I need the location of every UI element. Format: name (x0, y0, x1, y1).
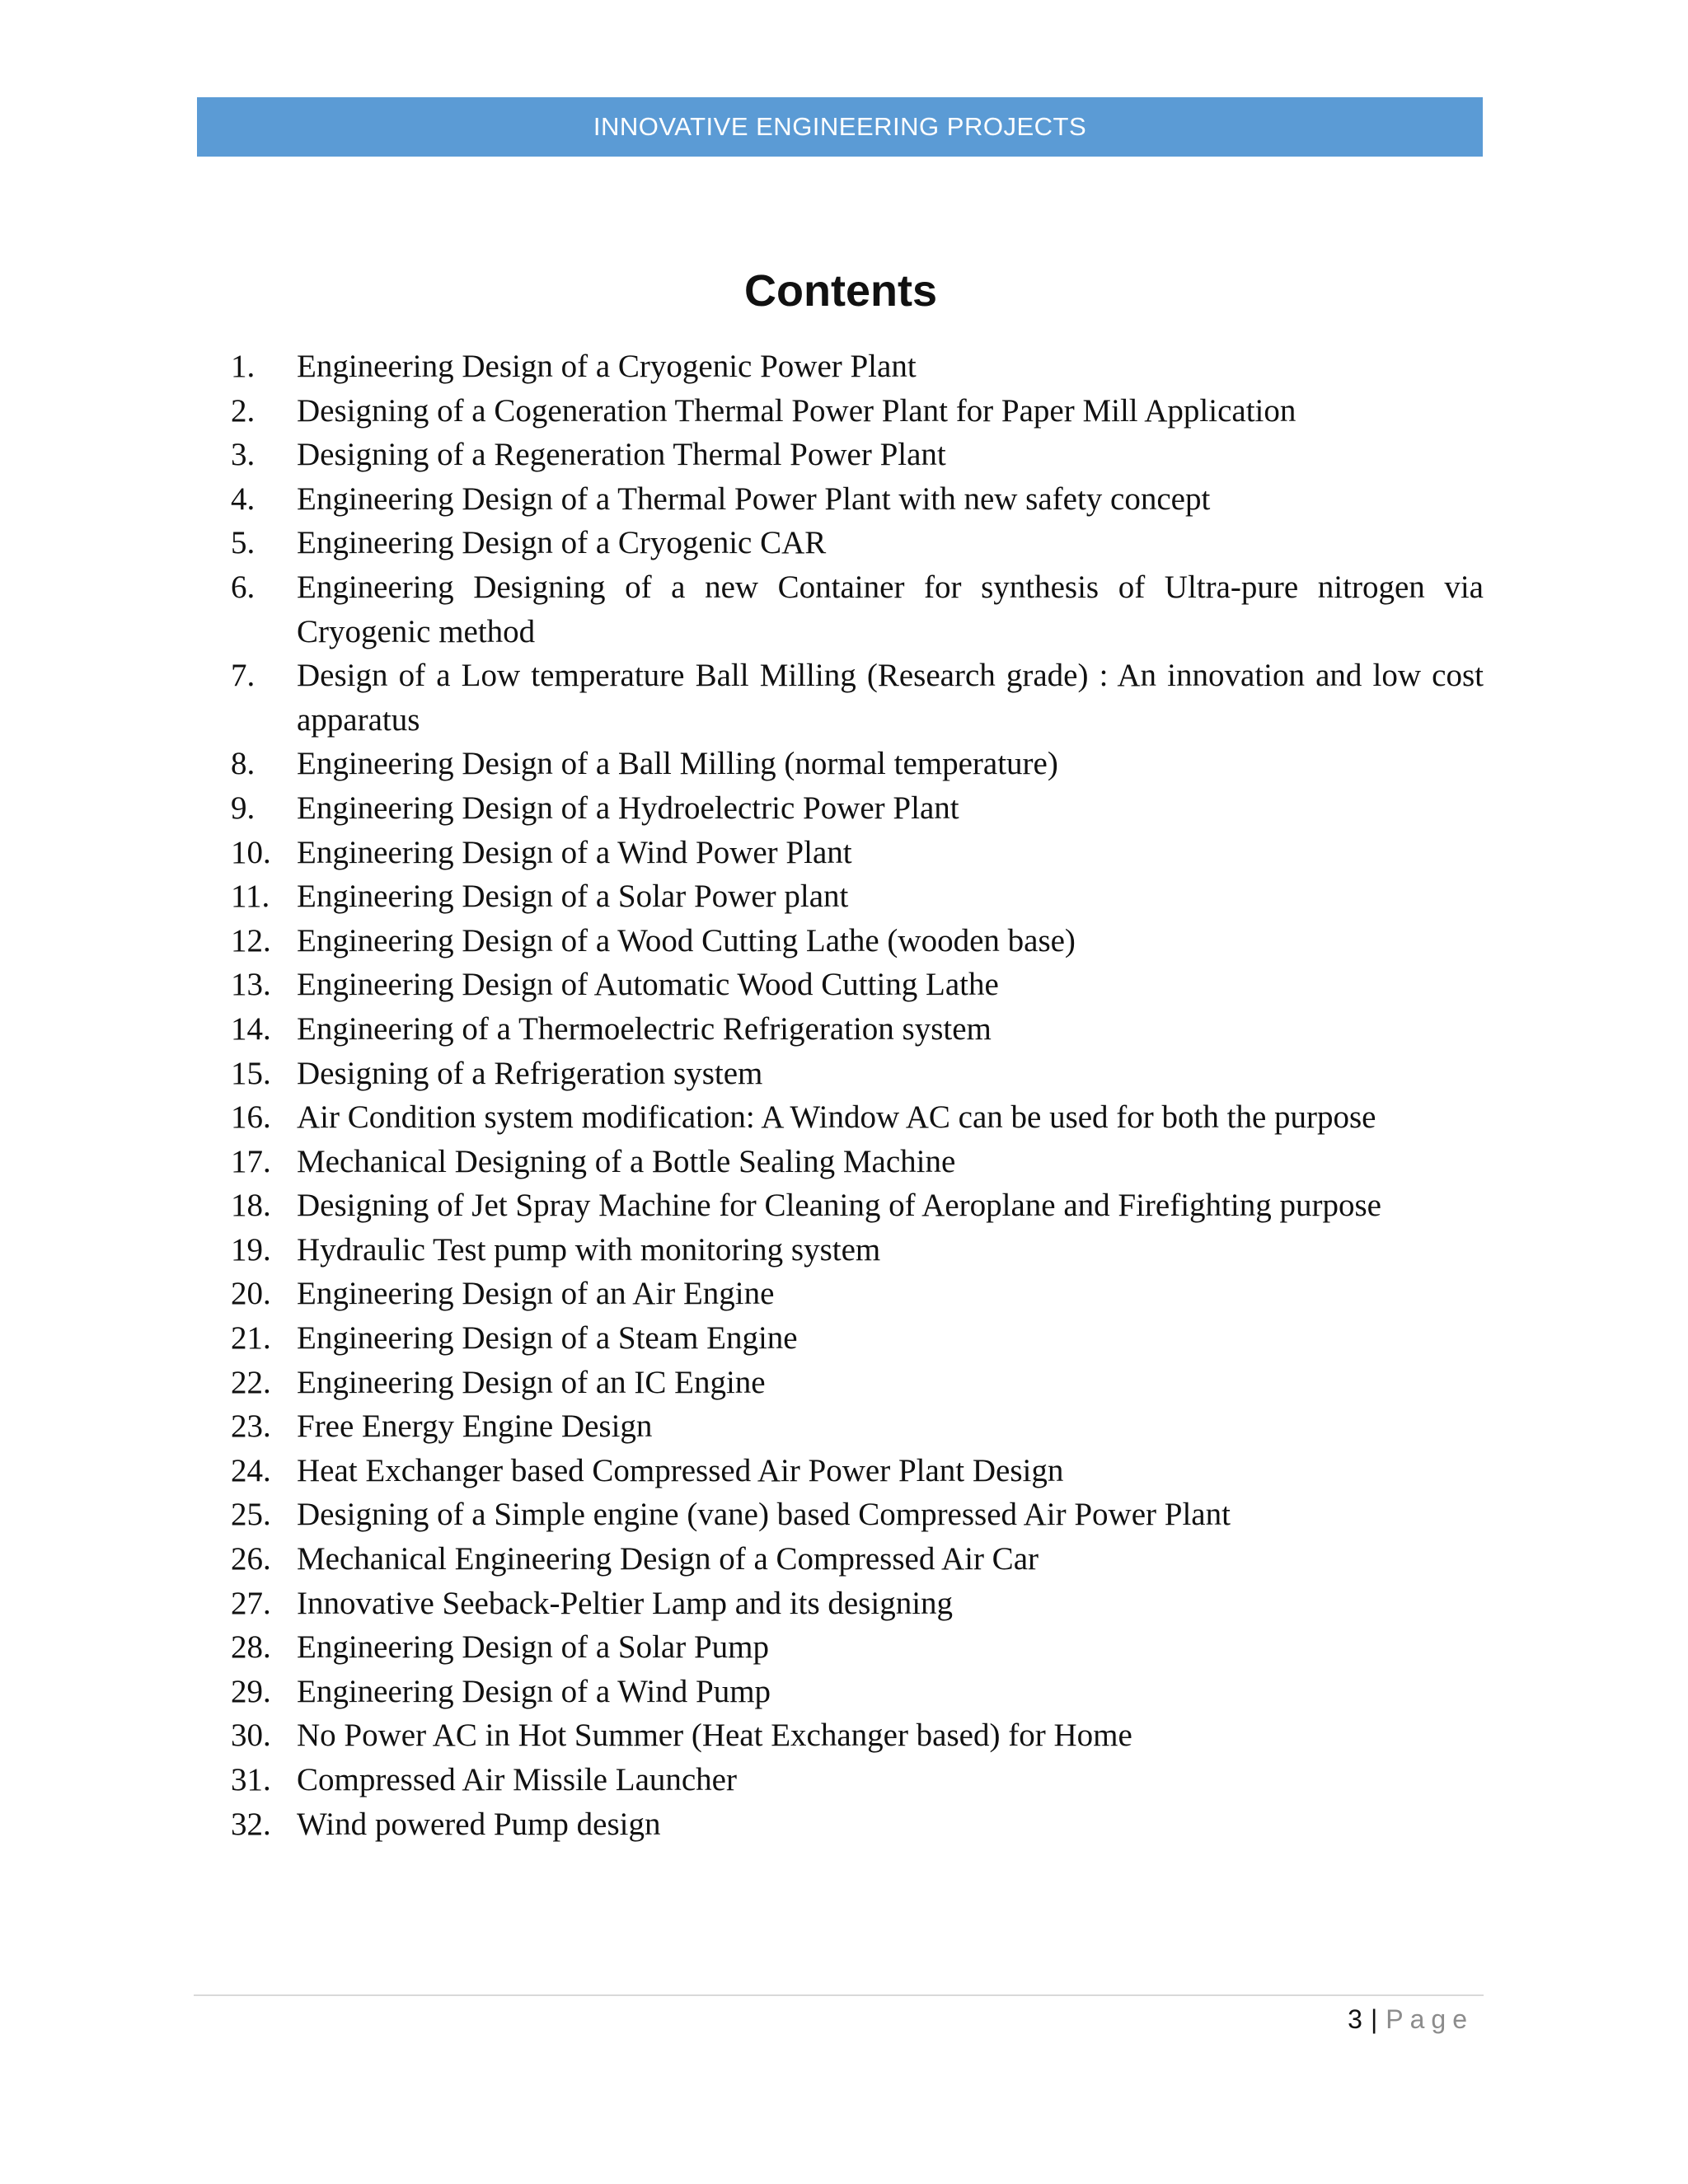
entry-title: Designing of Jet Spray Machine for Cleaning of Aeroplane and Firefighting purpose (297, 1188, 1381, 1224)
entry-title: Compressed Air Missile Launcher (297, 1762, 737, 1797)
contents-entry (231, 1493, 1484, 1537)
entry-title: Engineering Design of an Air Engine (297, 1276, 775, 1312)
contents-entry (231, 1052, 1484, 1096)
entry-title: Design of a Low temperature Ball Milling (Research grade) : An innovation and low cost apparatus (297, 658, 1484, 738)
entry-number: 21. (231, 1320, 271, 1357)
entry-title: Hydraulic Test pump with monitoring system (297, 1231, 881, 1268)
contents-list (231, 344, 1484, 1846)
entry-number: 30. (231, 1718, 271, 1754)
contents-entry (231, 1183, 1484, 1228)
entry-number: 20. (231, 1276, 271, 1312)
entry-number: 1. (231, 349, 256, 384)
page-separator: | (1370, 2004, 1378, 2034)
contents-entry (231, 1095, 1484, 1140)
contents-title: Contents (744, 266, 937, 316)
entry-number: 6. (231, 569, 256, 605)
contents-entry (231, 1670, 1484, 1714)
entry-number: 26. (231, 1541, 271, 1577)
entry-title: Engineering Design of a Wind Power Plant (297, 834, 852, 870)
entry-title: Engineering Design of a Thermal Power Plant with new safety concept (297, 480, 1211, 517)
entry-title: Air Condition system modification: A Window AC can be used for both the purpose (297, 1099, 1376, 1136)
contents-entry (231, 1316, 1484, 1361)
entry-title: Innovative Seeback-Peltier Lamp and its designing (297, 1585, 954, 1621)
entry-title: Engineering Design of a Hydroelectric Power Plant (297, 790, 959, 826)
contents-entry (231, 389, 1484, 434)
entry-number: 32. (231, 1806, 271, 1842)
contents-entry (231, 742, 1484, 786)
contents-entry (231, 1582, 1484, 1626)
entry-title: Free Energy Engine Design (297, 1408, 653, 1445)
contents-entry (231, 1713, 1484, 1758)
entry-title: Designing of a Refrigeration system (297, 1055, 763, 1091)
entry-title: Engineering Design of a Cryogenic Power Plant (297, 349, 917, 384)
header-bar (197, 97, 1483, 157)
contents-entry (231, 1449, 1484, 1493)
entry-title: Engineering Design of a Cryogenic CAR (297, 525, 827, 561)
entry-title: Engineering Designing of a new Container for synthesis of Ultra-pure nitrogen via Cryogenic method (297, 569, 1484, 649)
entry-number: 13. (231, 967, 271, 1003)
entry-number: 10. (231, 834, 271, 870)
entry-title: Mechanical Designing of a Bottle Sealing Machine (297, 1143, 956, 1179)
contents-entry (231, 1007, 1484, 1052)
entry-number: 18. (231, 1188, 271, 1224)
page-footer (1348, 2001, 1474, 2037)
entry-number: 15. (231, 1055, 271, 1091)
entry-title: No Power AC in Hot Summer (Heat Exchanger based) for Home (297, 1718, 1132, 1754)
entry-number: 12. (231, 922, 271, 958)
page-label: Page (1386, 2004, 1474, 2034)
entry-title: Engineering Design of a Steam Engine (297, 1320, 798, 1357)
contents-entry (231, 963, 1484, 1007)
entry-number: 17. (231, 1143, 271, 1179)
contents-entry (231, 477, 1484, 522)
entry-number: 19. (231, 1231, 271, 1268)
contents-entry (231, 565, 1484, 654)
contents-entry (231, 1802, 1484, 1847)
entry-number: 14. (231, 1010, 271, 1047)
page-number: 3 (1348, 2004, 1362, 2034)
entry-number: 8. (231, 746, 256, 782)
entry-title: Mechanical Engineering Design of a Compressed Air Car (297, 1541, 1039, 1577)
contents-entry (231, 433, 1484, 477)
entry-title: Engineering Design of a Ball Milling (normal temperature) (297, 746, 1058, 782)
entry-number: 11. (231, 879, 270, 915)
entry-number: 27. (231, 1585, 271, 1621)
entry-title: Designing of a Cogeneration Thermal Power Plant for Paper Mill Application (297, 392, 1296, 429)
entry-title: Designing of a Regeneration Thermal Power Plant (297, 437, 946, 473)
footer-divider (194, 1994, 1484, 1996)
contents-entry (231, 1625, 1484, 1670)
entry-number: 3. (231, 437, 256, 473)
entry-number: 22. (231, 1364, 271, 1400)
entry-number: 5. (231, 525, 256, 561)
entry-title: Wind powered Pump design (297, 1806, 661, 1842)
contents-entry (231, 1361, 1484, 1405)
contents-entry (231, 874, 1484, 919)
contents-entry (231, 1228, 1484, 1272)
contents-entry (231, 1537, 1484, 1582)
entry-title: Engineering Design of a Wind Pump (297, 1673, 771, 1709)
entry-number: 29. (231, 1673, 271, 1709)
contents-entry (231, 786, 1484, 831)
contents-entry (231, 344, 1484, 389)
header-title: INNOVATIVE ENGINEERING PROJECTS (593, 112, 1087, 141)
entry-number: 2. (231, 392, 256, 429)
entry-title: Engineering Design of a Solar Pump (297, 1629, 769, 1666)
entry-title: Engineering of a Thermoelectric Refrigeration system (297, 1010, 992, 1047)
entry-title: Heat Exchanger based Compressed Air Power Plant Design (297, 1452, 1064, 1488)
entry-title: Engineering Design of Automatic Wood Cutting Lathe (297, 967, 999, 1003)
entry-number: 4. (231, 480, 256, 517)
contents-entry (231, 831, 1484, 875)
entry-number: 24. (231, 1452, 271, 1488)
contents-entry (231, 919, 1484, 963)
entry-title: Engineering Design of a Solar Power plant (297, 879, 849, 915)
contents-entry (231, 1272, 1484, 1316)
entry-number: 28. (231, 1629, 271, 1666)
entry-title: Engineering Design of a Wood Cutting Lathe (wooden base) (297, 922, 1076, 958)
entry-number: 31. (231, 1762, 271, 1797)
contents-entry (231, 654, 1484, 742)
entry-number: 16. (231, 1099, 271, 1136)
entry-title: Engineering Design of an IC Engine (297, 1364, 766, 1400)
entry-number: 25. (231, 1497, 271, 1533)
entry-number: 23. (231, 1408, 271, 1445)
entry-number: 9. (231, 790, 256, 826)
contents-entry (231, 1758, 1484, 1802)
entry-title: Designing of a Simple engine (vane) based Compressed Air Power Plant (297, 1497, 1231, 1533)
contents-entry (231, 1140, 1484, 1184)
contents-entry (231, 1404, 1484, 1449)
contents-entry (231, 521, 1484, 565)
entry-number: 7. (231, 658, 256, 694)
